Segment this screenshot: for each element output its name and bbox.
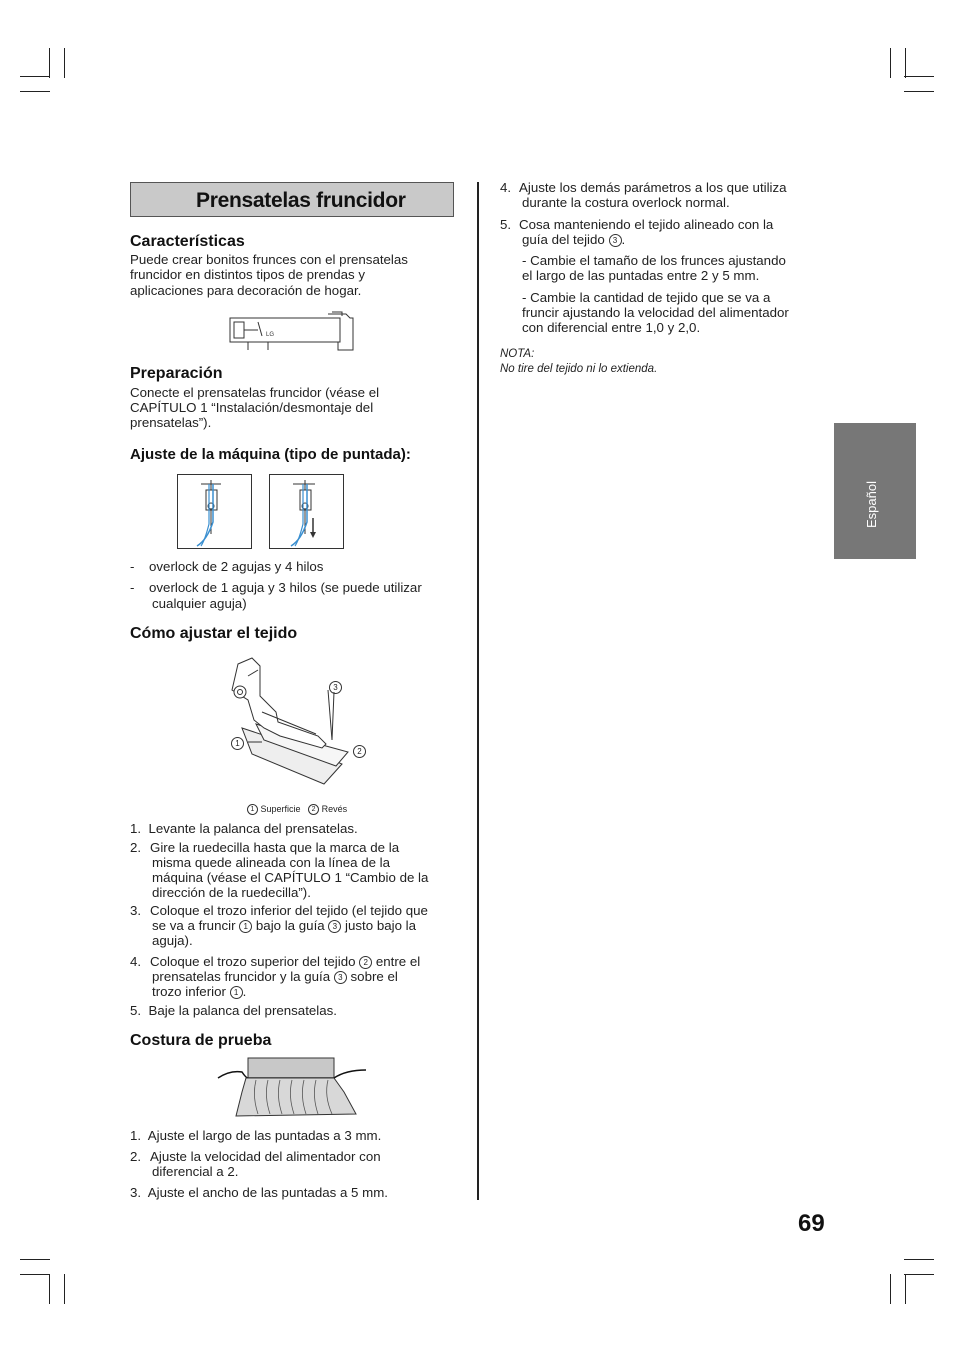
list-item: 1. Ajuste el largo de las puntadas a 3 mm. [130,1128,382,1143]
list-item: 3. Ajuste el ancho de las puntadas a 5 mm. [130,1185,388,1200]
fabric-placement-illustration [218,656,358,786]
page-number: 69 [798,1210,825,1237]
list-item: 2. Gire la ruedecilla hasta que la marca de la misma quede alineada con la línea de la máquina (véase el CAPÍTULO 1 “Cambio de la dirección de la ruedecilla”). [130,840,429,900]
crop-mark [49,1274,50,1304]
list-item: 3. Coloque el trozo inferior del tejido (el tejido que se va a fruncir 1 bajo la guía 3 justo bajo la aguja). [130,903,428,948]
callout-1: 1 [231,737,244,750]
language-label: Español [864,481,879,528]
dash-item: - [130,580,135,595]
list-item: 5. Baje la palanca del prensatelas. [130,1003,337,1018]
list-item: - Cambie el tamaño de los frunces ajustando el largo de las puntadas entre 2 y 5 mm. [522,253,786,283]
preparacion-line: CAPÍTULO 1 “Instalación/desmontaje del [130,400,374,415]
language-tab [834,423,916,559]
column-divider [477,182,479,1200]
callout-2: 2 [353,745,366,758]
list-item: 4. Coloque el trozo superior del tejido 2 entre el prensatelas fruncidor y la guía 3 sobre el trozo inferior 1 . [130,954,421,999]
preparacion-line: Conecte el prensatelas fruncidor (véase el [130,385,380,400]
list-item: 1. Levante la palanca del prensatelas. [130,821,358,836]
crop-mark [890,48,891,78]
crop-mark [890,1274,891,1304]
crop-mark [49,48,50,78]
presser-foot-illustration [228,310,358,352]
crop-mark [905,1274,906,1304]
preparacion-heading: Preparación [130,365,223,382]
list-item: 4. Ajuste los demás parámetros a los que utiliza durante la costura overlock normal. [500,180,787,210]
page-title: Prensatelas fruncidor [196,189,406,212]
caracteristicas-line: fruncidor en distintos tipos de prendas y [130,267,366,282]
crop-mark [905,48,906,78]
stitch-diagram-1-needle [269,474,345,549]
crop-mark [904,76,934,77]
caption-superficie: Superficie [260,804,301,814]
note-text: No tire del tejido ni lo extienda. [500,363,658,375]
ajuste-heading: Ajuste de la máquina (tipo de puntada): [130,446,411,463]
list-item: 5. Cosa manteniendo el tejido alineado con la guía del tejido 3 . [500,217,774,247]
crop-mark [904,91,934,92]
crop-mark [20,76,50,77]
note-label: NOTA: [500,348,535,360]
dash-item-text: overlock de 2 agujas y 4 hilos [149,559,324,574]
callout-1: 1 [247,804,258,815]
crop-mark [904,1274,934,1275]
caracteristicas-line: aplicaciones para decoración de hogar. [130,283,362,298]
svg-text:LG: LG [266,332,275,338]
crop-mark [64,1274,65,1304]
stitch-diagram-2-needle [177,474,253,549]
crop-mark [20,1274,50,1275]
list-item: - Cambie la cantidad de tejido que se va a fruncir ajustando la velocidad del alimentador con diferencial entre 1,0 y 2,0. [522,290,789,335]
gathered-fabric-illustration [216,1056,368,1120]
caracteristicas-line: Puede crear bonitos frunces con el prensatelas [130,252,408,267]
dash-item: - [130,559,135,574]
caracteristicas-heading: Características [130,233,245,250]
caption-reves: Revés [321,804,348,814]
dash-item-text: cualquier aguja) [152,596,247,611]
crop-mark [20,1259,50,1260]
como-heading: Cómo ajustar el tejido [130,625,298,642]
dash-item-text: overlock de 1 aguja y 3 hilos (se puede utilizar [149,580,422,595]
crop-mark [20,91,50,92]
title-bar [130,182,454,217]
costura-heading: Costura de prueba [130,1032,272,1049]
crop-mark [904,1259,934,1260]
preparacion-line: prensatelas”). [130,415,212,430]
callout-3: 3 [329,681,342,694]
figure-caption [247,804,347,815]
list-item: 2. Ajuste la velocidad del alimentador con diferencial a 2. [130,1149,381,1179]
crop-mark [64,48,65,78]
callout-2: 2 [308,804,319,815]
